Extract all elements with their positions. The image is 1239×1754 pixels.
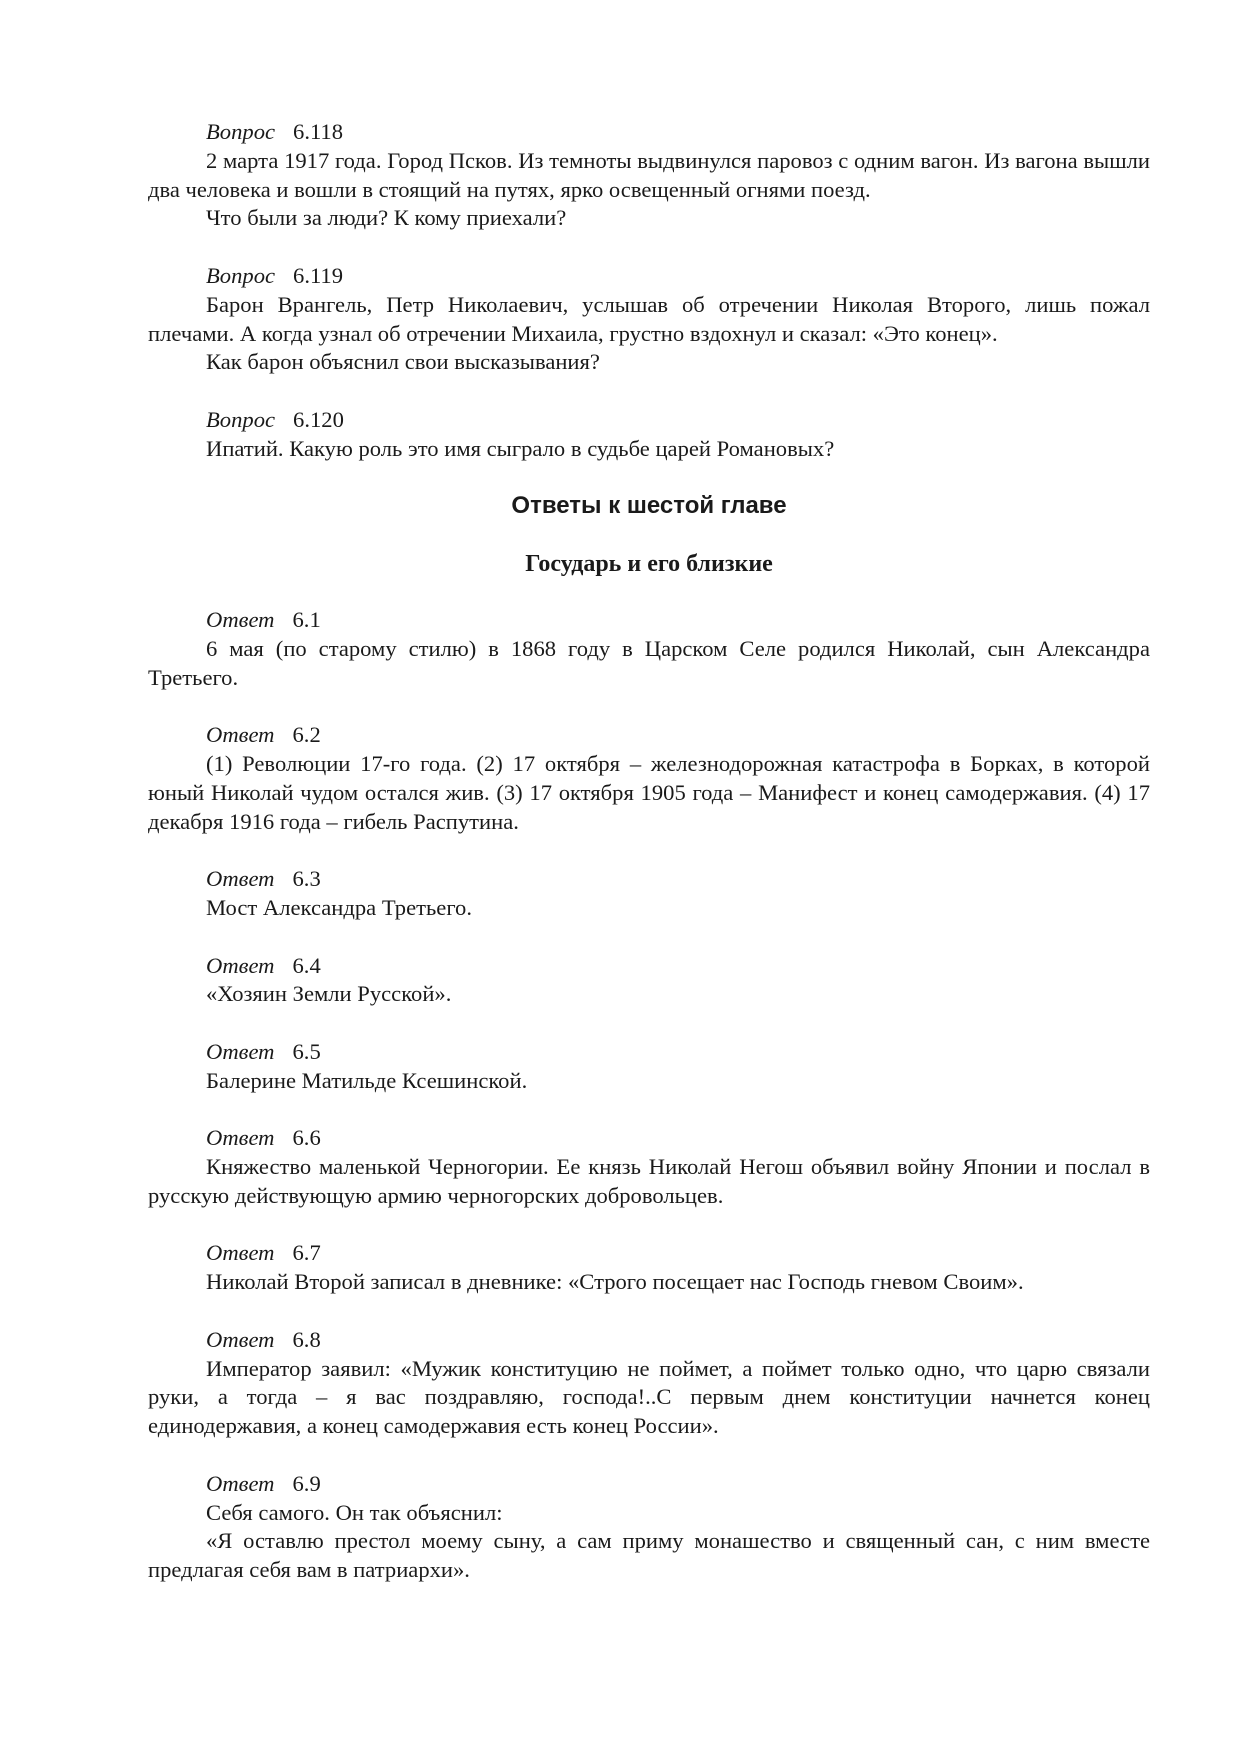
answer-text: Император заявил: «Мужик конституцию не поймет, а поймет только одно, что царю связали руки, а тогда – я вас поздравляю, господа!..С первым днем конституции начнется конец единодержавия, а конец самодержавия есть конец России». [148,1355,1150,1439]
answer-text: Княжество маленькой Черногории. Ее князь Николай Негош объявил войну Японии и послал в русскую действующую армию черногорских добровольцев. [148,1154,1150,1208]
answer-block [148,865,1150,923]
question-block [148,118,1150,233]
question-text: Ипатий. Какую роль это имя сыграло в судьбе царей Романовых? [206,435,835,461]
answer-label: Ответ 6.3 [206,866,321,892]
answer-block [148,1470,1150,1585]
answer-text: «Хозяин Земли Русской». [206,981,452,1007]
answer-text: Балерине Матильде Ксешинской. [206,1067,528,1093]
answer-label: Ответ 6.9 [206,1470,321,1496]
answer-label: Ответ 6.7 [206,1240,321,1266]
question-text: Барон Врангель, Петр Николаевич, услышав об отречении Николая Второго, лишь пожал плечами. А когда узнал об отречении Михаила, грустно вздохнул и сказал: «Это конец». [148,291,1150,346]
answer-text: (1) Революции 17-го года. (2) 17 октября – железнодорожная катастрофа в Борках, в которой юный Николай чудом остался жив. (3) 17 октября 1905 года – Манифест и конец самодержавия. (4) 17 декабря 1916 года – гибель Распутина. [148,750,1150,834]
question-label: Вопрос 6.118 [206,119,344,144]
answer-text: Себя самого. Он так объяснил: [206,1499,503,1525]
answer-text: Мост Александра Третьего. [206,894,472,920]
question-block [148,262,1150,377]
section-subheading: Государь и его близкие [525,551,773,578]
answer-text: «Я оставлю престол моему сыну, а сам приму монашество и священный сан, с ним вместе предлагая себя вам в патриархи». [148,1528,1150,1583]
question-label: Вопрос 6.119 [206,262,344,288]
document-page [148,118,1150,1614]
answer-label: Ответ 6.8 [206,1326,321,1352]
answer-block [148,1326,1150,1441]
answer-label: Ответ 6.2 [206,722,321,748]
question-block [148,406,1150,464]
answer-label: Ответ 6.5 [206,1038,321,1064]
answer-text: 6 мая (по старому стилю) в 1868 году в Царском Селе родился Николай, сын Александра Третьего. [148,635,1150,690]
chapter-answers-heading: Ответы к шестой главе [511,492,787,520]
answer-label: Ответ 6.6 [206,1125,321,1151]
question-text: 2 марта 1917 года. Город Псков. Из темноты выдвинулся паровоз с одним вагон. Из вагона вышли два человека и вошли в стоящий на путях, ярко освещенный огнями поезд. [148,147,1150,202]
answer-block [148,606,1150,692]
answer-block [148,952,1150,1010]
answer-block [148,721,1150,836]
answer-block [148,1124,1150,1210]
question-label: Вопрос 6.120 [206,406,344,432]
answer-label: Ответ 6.1 [206,606,321,632]
question-text: Что были за люди? К кому приехали? [206,205,567,231]
answer-text: Николай Второй записал в дневнике: «Строго посещает нас Господь гневом Своим». [206,1269,1024,1295]
answer-block [148,1038,1150,1096]
answer-label: Ответ 6.4 [206,952,321,978]
question-text: Как барон объяснил свои высказывания? [206,349,600,375]
answer-block [148,1239,1150,1297]
